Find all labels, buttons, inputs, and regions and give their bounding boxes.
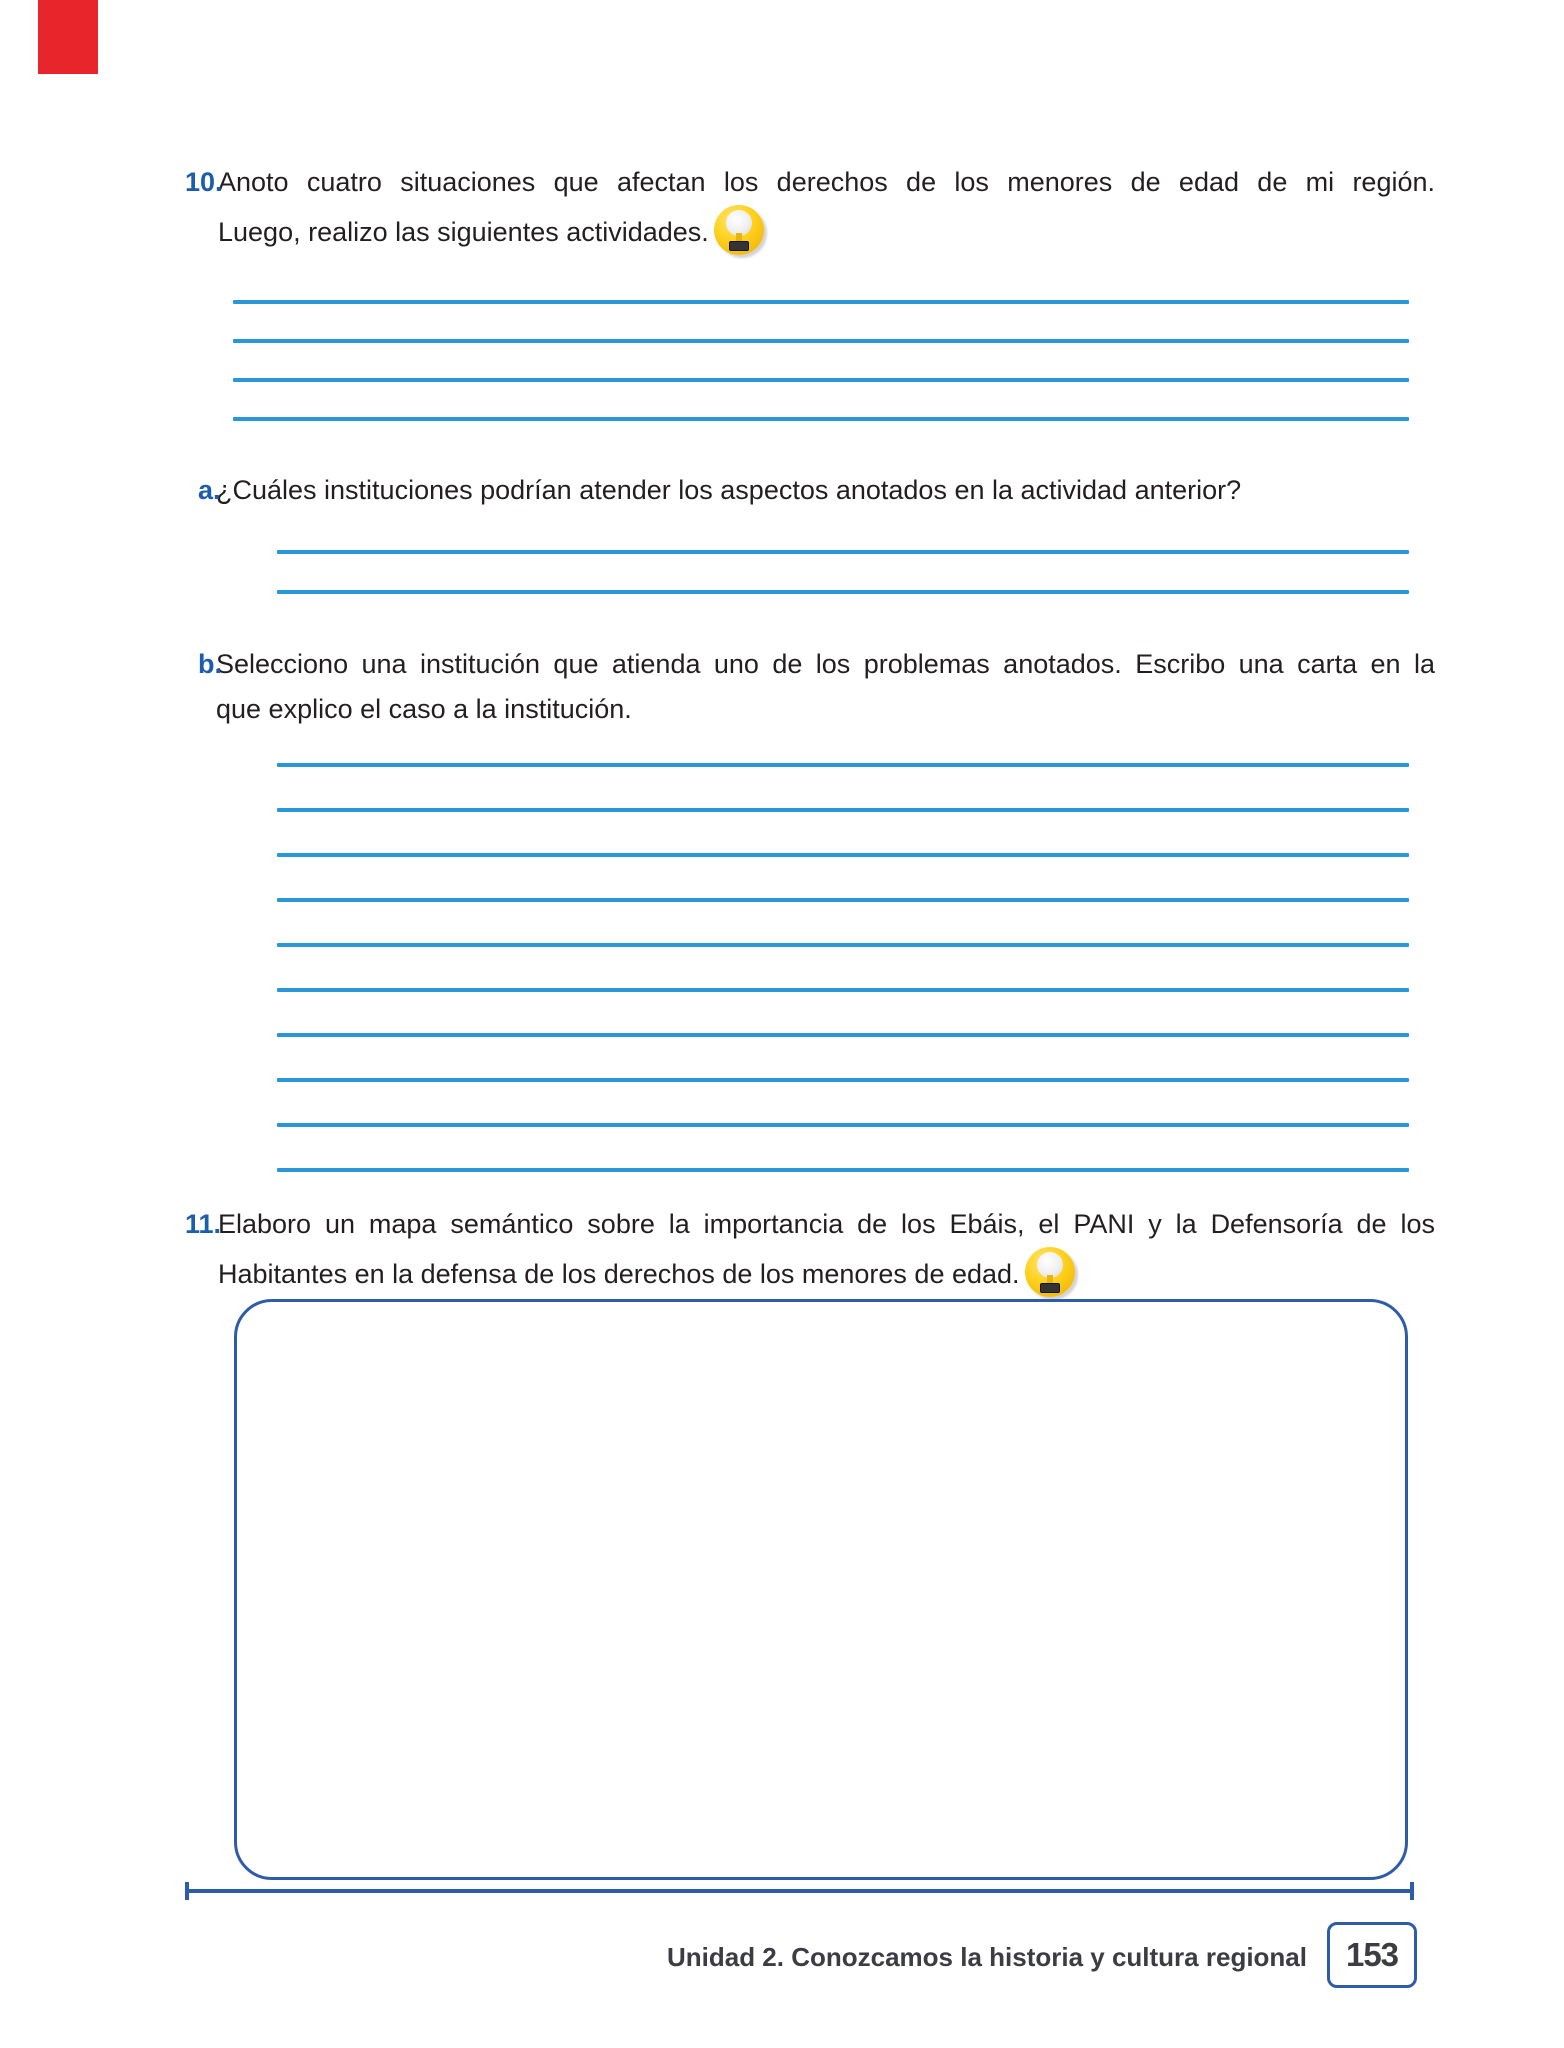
answer-line (277, 590, 1409, 594)
unit-title: Unidad 2. Conozcamos la historia y cultura regional (666, 1942, 1307, 1972)
activity-10a-question: ¿Cuáles instituciones podrían atender los aspectos anotados en la actividad anterior? (216, 475, 1242, 505)
activity-10 (185, 160, 1435, 255)
item-number: 11. (185, 1209, 222, 1239)
activity-10-line1: Anoto cuatro situaciones que afectan los derechos de los menores de edad de mi región. (218, 167, 1435, 197)
subitem-letter: a. (198, 475, 221, 505)
answer-line (233, 378, 1409, 382)
activity-11 (185, 1202, 1435, 1297)
lightbulb-icon (714, 205, 764, 255)
answer-line (277, 1078, 1409, 1082)
activity-10b (198, 642, 1435, 732)
answer-line (277, 853, 1409, 857)
answer-lines-10a (277, 550, 1409, 630)
answer-line (277, 943, 1409, 947)
page-number: 153 (1345, 1936, 1399, 1973)
red-corner-marker (38, 0, 98, 74)
answer-line (233, 300, 1409, 304)
footer-rule-right-cap (1410, 1882, 1414, 1900)
bulb-base (1040, 1283, 1060, 1293)
answer-line (277, 898, 1409, 902)
answer-line (277, 1168, 1409, 1172)
semantic-map-box (234, 1299, 1408, 1880)
activity-10-line2: Luego, realizo las siguientes actividades. (218, 205, 1435, 255)
item-number: 10. (185, 167, 223, 197)
answer-line (277, 808, 1409, 812)
answer-line (277, 763, 1409, 767)
answer-line (277, 1123, 1409, 1127)
footer-rule-left-cap (185, 1882, 189, 1900)
activity-10b-line1: Selecciono una institución que atienda uno de los problemas anotados. Escribo una carta en la (216, 649, 1435, 679)
answer-line (233, 417, 1409, 421)
answer-lines-10b (277, 763, 1409, 1213)
activity-11-line2: Habitantes en la defensa de los derechos de los menores de edad. (218, 1247, 1435, 1297)
page-number-box (1327, 1922, 1417, 1988)
answer-line (277, 550, 1409, 554)
activity-11-line1: Elaboro un mapa semántico sobre la importancia de los Ebáis, el PANI y la Defensoría de los (218, 1209, 1435, 1239)
activity-10a (198, 468, 1435, 513)
subitem-letter: b. (198, 649, 222, 679)
bulb-base (729, 241, 749, 251)
answer-lines-10 (233, 300, 1409, 456)
answer-line (277, 1033, 1409, 1037)
footer-rule (187, 1889, 1412, 1893)
answer-line (233, 339, 1409, 343)
activity-10b-line2: que explico el caso a la institución. (216, 694, 632, 724)
lightbulb-icon (1025, 1247, 1075, 1297)
answer-line (277, 988, 1409, 992)
